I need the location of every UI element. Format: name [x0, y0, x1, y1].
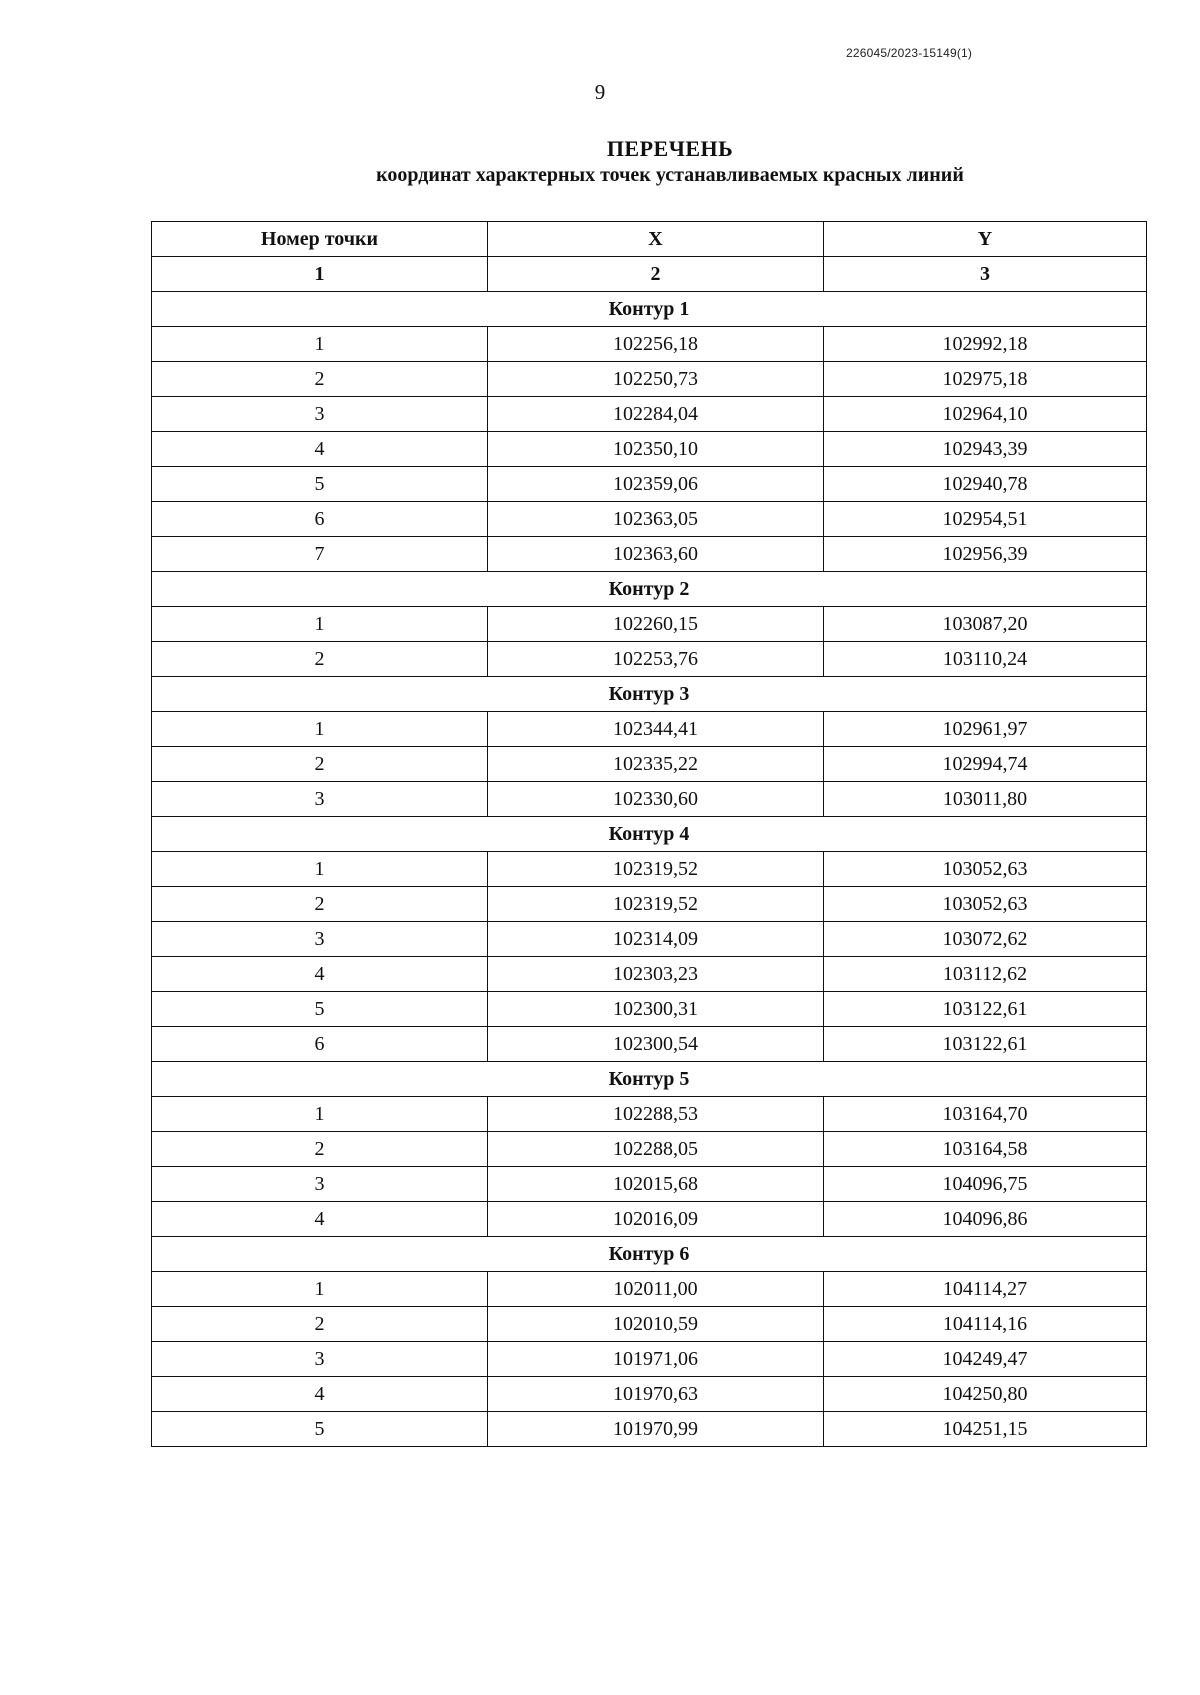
- table-row: [152, 467, 1147, 502]
- contour-label: Контур 5: [152, 1062, 1147, 1097]
- header-y: Y: [824, 222, 1147, 257]
- y-coordinate-cell: 104114,27: [824, 1272, 1147, 1307]
- x-coordinate-cell: 102288,53: [488, 1097, 824, 1132]
- x-coordinate-cell: 102260,15: [488, 607, 824, 642]
- point-number-cell: 1: [152, 852, 488, 887]
- x-coordinate-cell: 102256,18: [488, 327, 824, 362]
- point-number-cell: 7: [152, 537, 488, 572]
- point-number-cell: 4: [152, 957, 488, 992]
- table-row: [152, 712, 1147, 747]
- point-number-cell: 2: [152, 887, 488, 922]
- x-coordinate-cell: 102250,73: [488, 362, 824, 397]
- x-coordinate-cell: 102363,05: [488, 502, 824, 537]
- y-coordinate-cell: 104250,80: [824, 1377, 1147, 1412]
- table-row: [152, 432, 1147, 467]
- x-coordinate-cell: 102314,09: [488, 922, 824, 957]
- table-row: [152, 922, 1147, 957]
- table-row: [152, 782, 1147, 817]
- table-row: [152, 502, 1147, 537]
- table-row: [152, 607, 1147, 642]
- point-number-cell: 5: [152, 1412, 488, 1447]
- x-coordinate-cell: 102319,52: [488, 887, 824, 922]
- x-coordinate-cell: 102330,60: [488, 782, 824, 817]
- table-row: [152, 1167, 1147, 1202]
- table-row: [152, 1377, 1147, 1412]
- y-coordinate-cell: 102964,10: [824, 397, 1147, 432]
- point-number-cell: 6: [152, 1027, 488, 1062]
- y-coordinate-cell: 103087,20: [824, 607, 1147, 642]
- point-number-cell: 3: [152, 1342, 488, 1377]
- y-coordinate-cell: 103112,62: [824, 957, 1147, 992]
- y-coordinate-cell: 102975,18: [824, 362, 1147, 397]
- x-coordinate-cell: 102300,31: [488, 992, 824, 1027]
- contour-header-row: [152, 292, 1147, 327]
- y-coordinate-cell: 103122,61: [824, 992, 1147, 1027]
- table-row: [152, 1307, 1147, 1342]
- contour-label: Контур 3: [152, 677, 1147, 712]
- contour-header-row: [152, 572, 1147, 607]
- header-x: X: [488, 222, 824, 257]
- y-coordinate-cell: 104249,47: [824, 1342, 1147, 1377]
- contour-label: Контур 6: [152, 1237, 1147, 1272]
- x-coordinate-cell: 102016,09: [488, 1202, 824, 1237]
- point-number-cell: 2: [152, 1307, 488, 1342]
- point-number-cell: 6: [152, 502, 488, 537]
- y-coordinate-cell: 103122,61: [824, 1027, 1147, 1062]
- table-row: [152, 327, 1147, 362]
- document-subtitle: координат характерных точек устанавливаемых красных линий: [376, 164, 964, 186]
- contour-label: Контур 4: [152, 817, 1147, 852]
- x-coordinate-cell: 102253,76: [488, 642, 824, 677]
- y-coordinate-cell: 103164,70: [824, 1097, 1147, 1132]
- y-coordinate-cell: 103072,62: [824, 922, 1147, 957]
- coordinates-table: [151, 221, 1147, 1447]
- table-row: [152, 1097, 1147, 1132]
- table-row: [152, 1272, 1147, 1307]
- table-row: [152, 887, 1147, 922]
- x-coordinate-cell: 101970,99: [488, 1412, 824, 1447]
- table-row: [152, 642, 1147, 677]
- point-number-cell: 1: [152, 1272, 488, 1307]
- y-coordinate-cell: 102943,39: [824, 432, 1147, 467]
- table-row: [152, 1132, 1147, 1167]
- column-number: 2: [488, 257, 824, 292]
- point-number-cell: 2: [152, 362, 488, 397]
- y-coordinate-cell: 103052,63: [824, 887, 1147, 922]
- x-coordinate-cell: 102284,04: [488, 397, 824, 432]
- document-title: ПЕРЕЧЕНЬ: [606, 136, 734, 161]
- point-number-cell: 3: [152, 782, 488, 817]
- contour-header-row: [152, 817, 1147, 852]
- document-id: 226045/2023-15149(1): [846, 46, 973, 60]
- x-coordinate-cell: 102335,22: [488, 747, 824, 782]
- column-number: 1: [152, 257, 488, 292]
- x-coordinate-cell: 102288,05: [488, 1132, 824, 1167]
- y-coordinate-cell: 104096,75: [824, 1167, 1147, 1202]
- contour-header-row: [152, 1062, 1147, 1097]
- x-coordinate-cell: 101970,63: [488, 1377, 824, 1412]
- x-coordinate-cell: 102300,54: [488, 1027, 824, 1062]
- x-coordinate-cell: 102011,00: [488, 1272, 824, 1307]
- point-number-cell: 1: [152, 607, 488, 642]
- x-coordinate-cell: 102344,41: [488, 712, 824, 747]
- point-number-cell: 1: [152, 327, 488, 362]
- y-coordinate-cell: 104251,15: [824, 1412, 1147, 1447]
- y-coordinate-cell: 103110,24: [824, 642, 1147, 677]
- x-coordinate-cell: 102303,23: [488, 957, 824, 992]
- y-coordinate-cell: 102992,18: [824, 327, 1147, 362]
- y-coordinate-cell: 104114,16: [824, 1307, 1147, 1342]
- point-number-cell: 5: [152, 467, 488, 502]
- point-number-cell: 4: [152, 1202, 488, 1237]
- point-number-cell: 2: [152, 747, 488, 782]
- table-row: [152, 852, 1147, 887]
- x-coordinate-cell: 102350,10: [488, 432, 824, 467]
- contour-header-row: [152, 677, 1147, 712]
- point-number-cell: 3: [152, 397, 488, 432]
- y-coordinate-cell: 102961,97: [824, 712, 1147, 747]
- table-row: [152, 397, 1147, 432]
- y-coordinate-cell: 102994,74: [824, 747, 1147, 782]
- y-coordinate-cell: 103164,58: [824, 1132, 1147, 1167]
- y-coordinate-cell: 103011,80: [824, 782, 1147, 817]
- y-coordinate-cell: 103052,63: [824, 852, 1147, 887]
- table-header-row: [152, 222, 1147, 257]
- y-coordinate-cell: 102954,51: [824, 502, 1147, 537]
- point-number-cell: 3: [152, 922, 488, 957]
- point-number-cell: 2: [152, 1132, 488, 1167]
- table-row: [152, 537, 1147, 572]
- column-number: 3: [824, 257, 1147, 292]
- table-row: [152, 1412, 1147, 1447]
- table-row: [152, 992, 1147, 1027]
- page-number: 9: [594, 80, 606, 104]
- column-number-row: [152, 257, 1147, 292]
- table-row: [152, 957, 1147, 992]
- point-number-cell: 4: [152, 1377, 488, 1412]
- contour-header-row: [152, 1237, 1147, 1272]
- table-row: [152, 1342, 1147, 1377]
- point-number-cell: 3: [152, 1167, 488, 1202]
- table-row: [152, 1027, 1147, 1062]
- table-row: [152, 362, 1147, 397]
- contour-label: Контур 2: [152, 572, 1147, 607]
- contour-label: Контур 1: [152, 292, 1147, 327]
- table-row: [152, 1202, 1147, 1237]
- table-row: [152, 747, 1147, 782]
- point-number-cell: 5: [152, 992, 488, 1027]
- point-number-cell: 1: [152, 1097, 488, 1132]
- x-coordinate-cell: 102359,06: [488, 467, 824, 502]
- point-number-cell: 2: [152, 642, 488, 677]
- y-coordinate-cell: 102940,78: [824, 467, 1147, 502]
- point-number-cell: 1: [152, 712, 488, 747]
- x-coordinate-cell: 101971,06: [488, 1342, 824, 1377]
- y-coordinate-cell: 102956,39: [824, 537, 1147, 572]
- x-coordinate-cell: 102319,52: [488, 852, 824, 887]
- table-body: [152, 292, 1147, 1447]
- header-point-number: Номер точки: [152, 222, 488, 257]
- x-coordinate-cell: 102363,60: [488, 537, 824, 572]
- point-number-cell: 4: [152, 432, 488, 467]
- x-coordinate-cell: 102010,59: [488, 1307, 824, 1342]
- x-coordinate-cell: 102015,68: [488, 1167, 824, 1202]
- y-coordinate-cell: 104096,86: [824, 1202, 1147, 1237]
